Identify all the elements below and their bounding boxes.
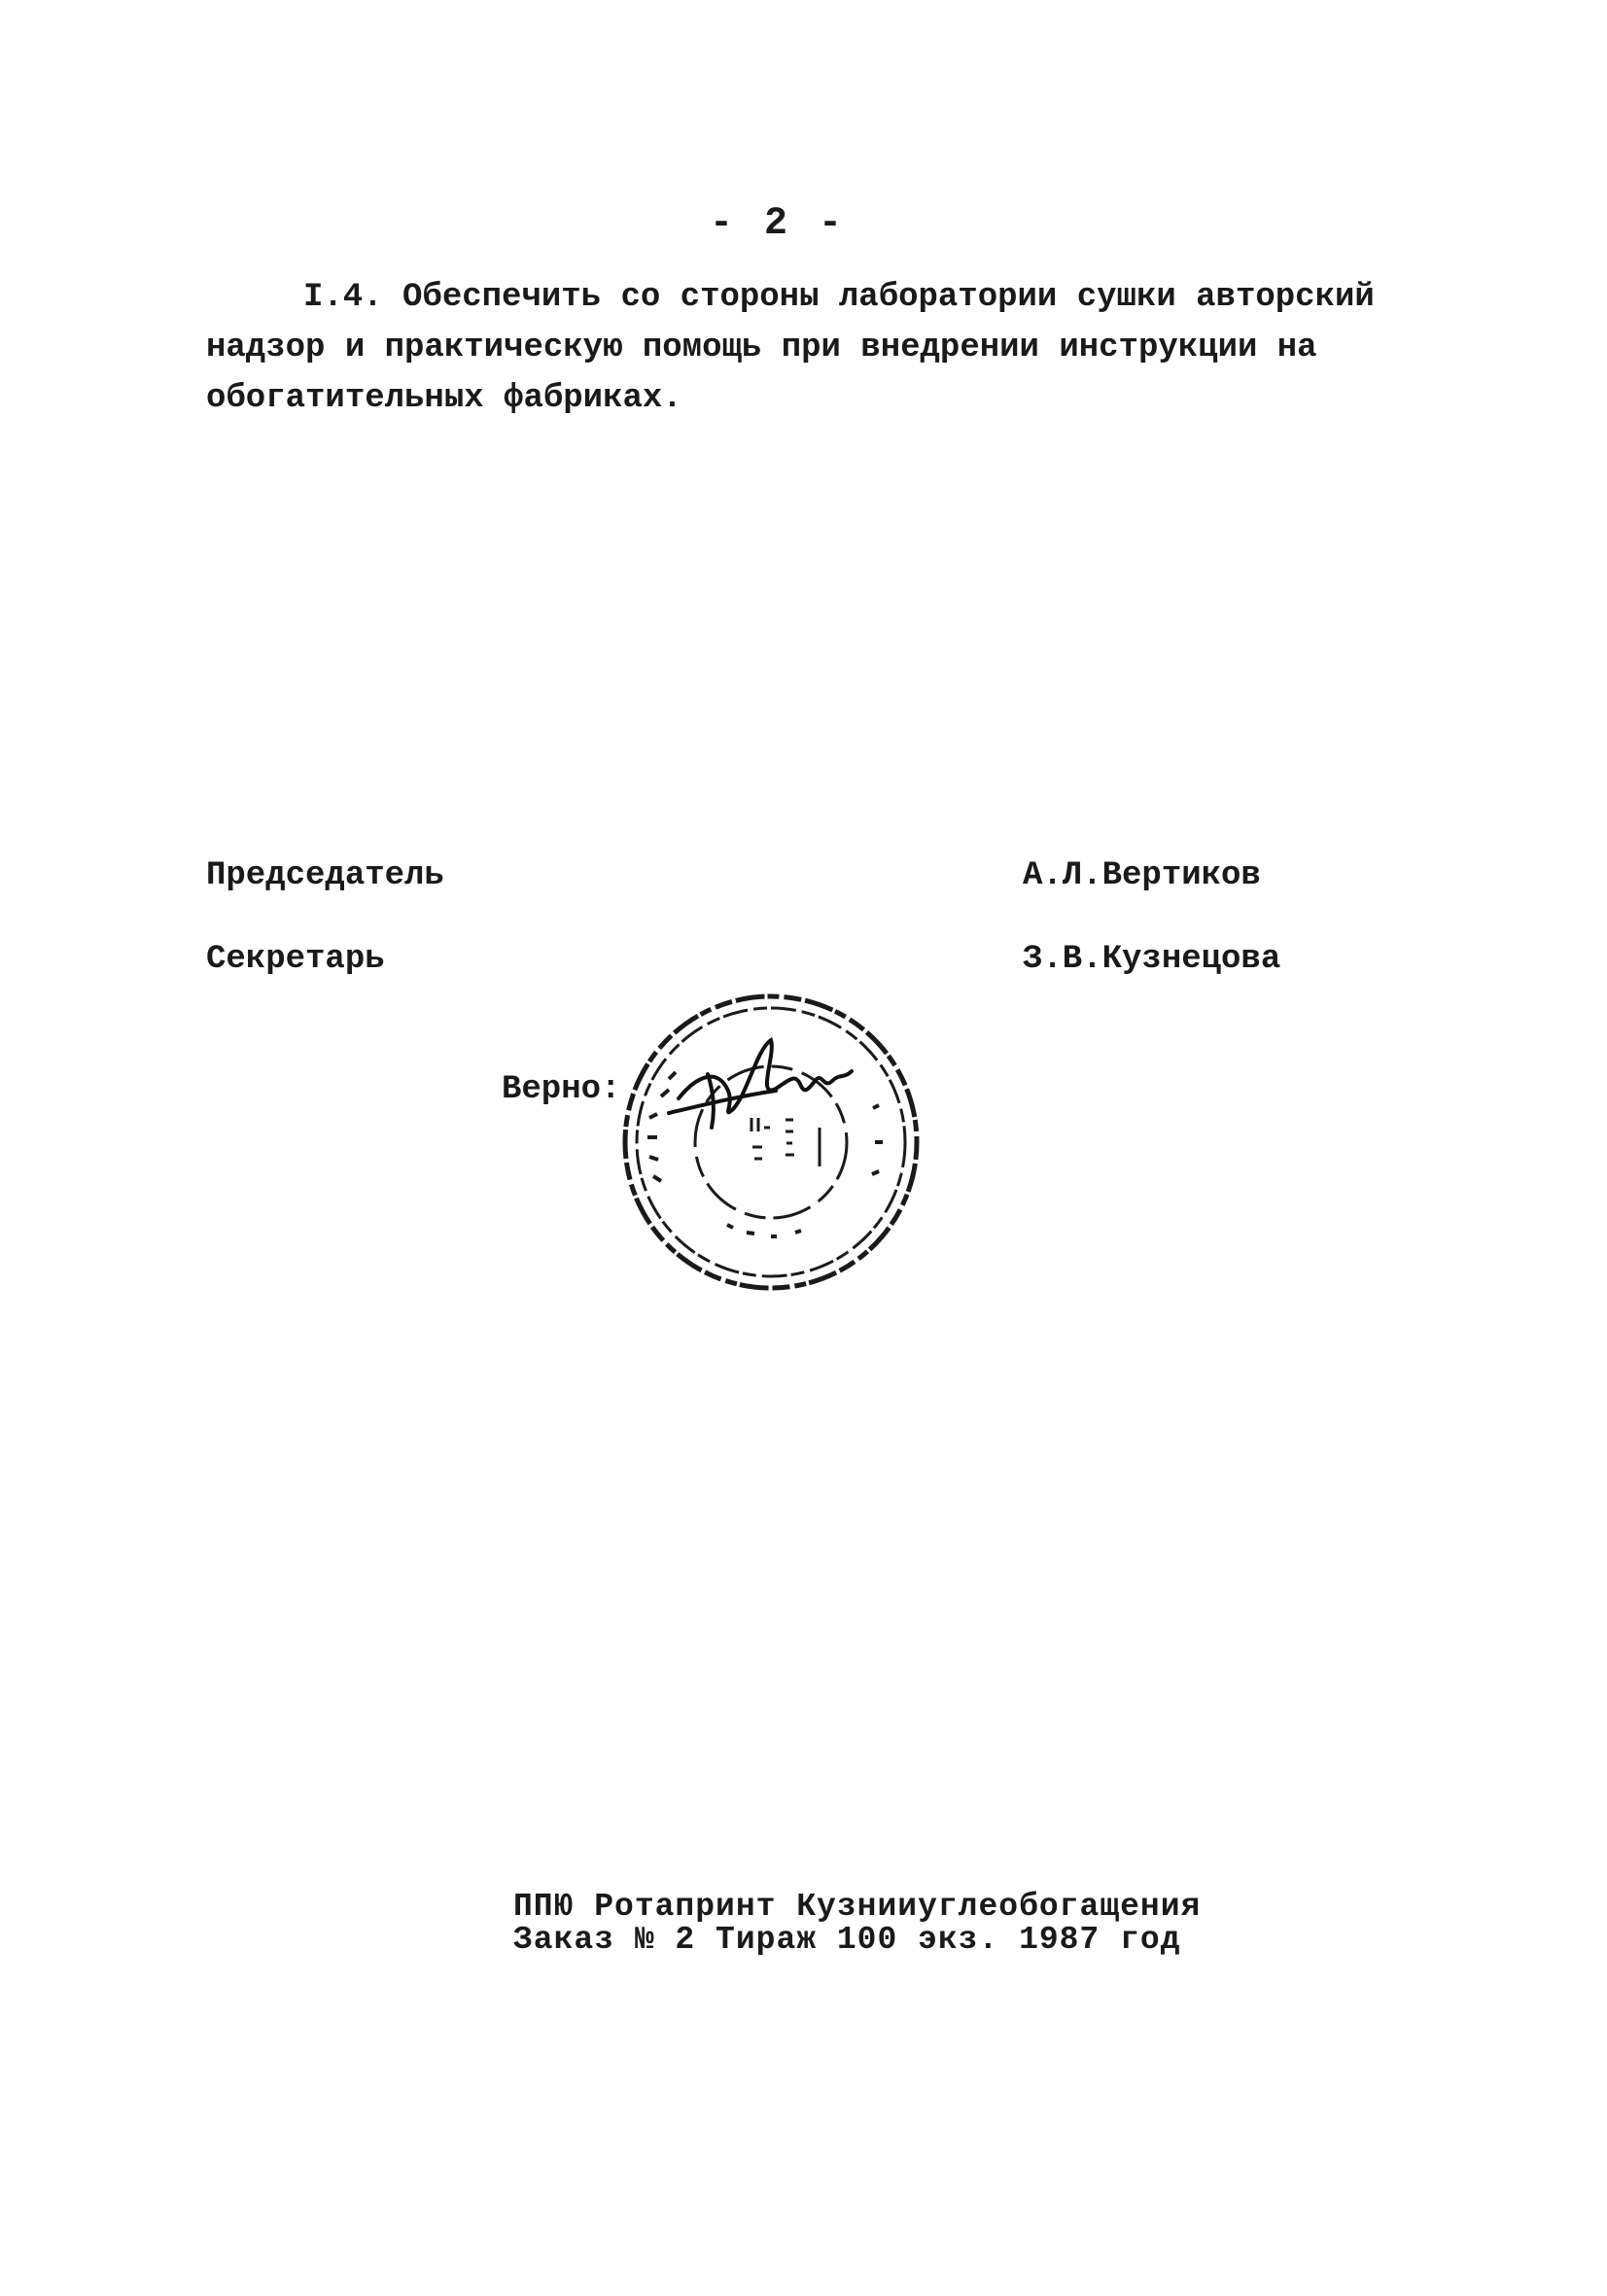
paragraph-line: I.4. Обеспечить со стороны лаборатории сушки авторский: [303, 279, 1375, 316]
imprint-line: Заказ № 2 Тираж 100 экз. 1987 год: [513, 1922, 1181, 1958]
body-paragraph: [206, 272, 1412, 424]
printing-imprint: [513, 1891, 1201, 1957]
secretary-name: З.В.Кузнецова: [1023, 941, 1281, 978]
page-number: - 2 -: [709, 202, 847, 246]
certified-label: Верно:: [502, 1071, 621, 1108]
chair-role: Председатель: [206, 857, 444, 894]
round-seal-icon: [611, 982, 931, 1303]
chair-name: А.Л.Вертиков: [1023, 857, 1261, 894]
imprint-line: ППЮ Ротапринт Кузнииуглеобогащения: [513, 1889, 1202, 1925]
paragraph-line: надзор и практическую помощь при внедрении инструкции на: [206, 330, 1317, 366]
paragraph-line: обогатительных фабриках.: [206, 380, 682, 417]
secretary-role: Секретарь: [206, 941, 385, 978]
